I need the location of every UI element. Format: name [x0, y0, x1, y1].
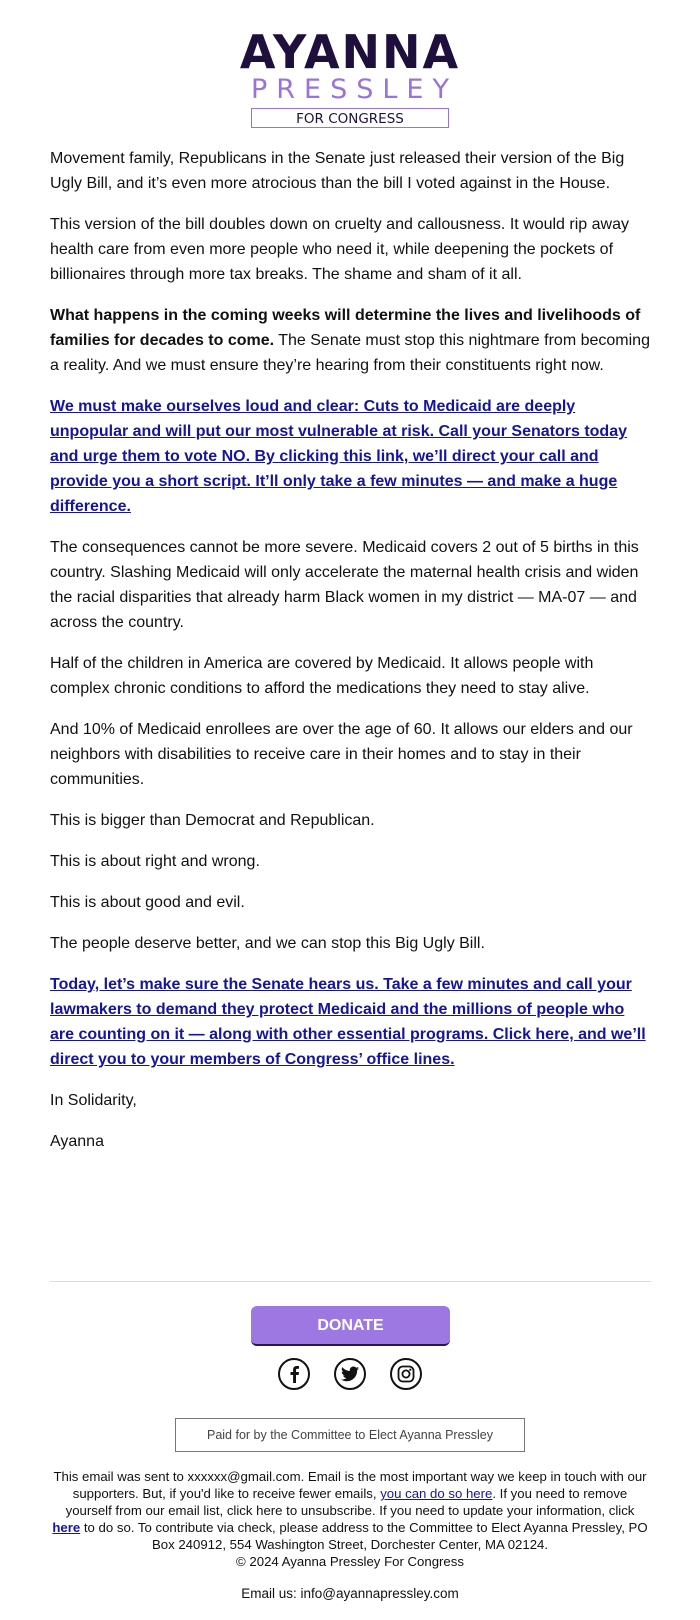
facebook-icon[interactable]	[278, 1358, 310, 1390]
donate-button[interactable]: DONATE	[251, 1306, 450, 1346]
paragraph	[50, 303, 650, 378]
call-senators-link[interactable]: We must make ourselves loud and clear: Cuts to Medicaid are deeply unpopular and will put our most vulnerable at risk. Call your Senators today and urge them to vote NO. By clicking this link, we’ll direct your call and provide you a short script. It’ll only take a few minutes — and make a huge difference.	[50, 398, 627, 515]
paid-for-disclaimer: Paid for by the Committee to Elect Ayanna Pressley	[175, 1418, 525, 1452]
campaign-logo	[0, 25, 700, 128]
paragraph: Movement family, Republicans in the Senate just released their version of the Big Ugly Bill, and it’s even more atrocious than the bill I voted against in the House.	[50, 150, 625, 192]
footer-part: . If you need to remove yourself from our email list, click here to unsubscribe. If you need to update your information, click	[65, 1486, 635, 1518]
copyright: © 2024 Ayanna Pressley For Congress	[236, 1554, 464, 1569]
footer-part: to do so. To contribute via check, please address to the Committee to Elect Ayanna Pressley, PO Box 240912, 554 Washington Street, Dorchester Center, MA 02124.	[80, 1520, 648, 1552]
footer-part: This email was sent to xxxxxx@gmail.com. Email is the most important way we keep in touch with our supporters. But, if you'd like to receive fewer emails,	[53, 1469, 647, 1501]
paragraph-rest: The Senate must stop this nightmare from becoming a reality. And we must ensure they’re hearing from their constituents right now.	[50, 332, 650, 374]
footer-text	[50, 1468, 650, 1570]
paragraph: This is about right and wrong.	[50, 853, 260, 870]
paragraph: This is about good and evil.	[50, 894, 245, 911]
email-us: Email us: info@ayannapressley.com	[241, 1586, 459, 1601]
signoff: In Solidarity,	[50, 1092, 137, 1109]
divider	[50, 1281, 651, 1282]
paragraph: This version of the bill doubles down on cruelty and callousness. It would rip away health care from even more people who need it, while deepening the pockets of billionaires through more tax breaks. The shame and sham of it all.	[50, 216, 629, 283]
signature: Ayanna	[50, 1133, 104, 1150]
fewer-emails-link[interactable]: you can do so here	[380, 1486, 493, 1501]
paragraph: The people deserve better, and we can stop this Big Ugly Bill.	[50, 935, 485, 952]
logo-tagline: FOR CONGRESS	[251, 108, 449, 128]
logo-surname: PRESSLEY	[251, 74, 458, 105]
bold-statement: What happens in the coming weeks will determine the lives and livelihoods of families for decades to come.	[50, 307, 641, 349]
paragraph	[50, 972, 650, 1072]
twitter-icon[interactable]	[334, 1358, 366, 1390]
paragraph: This is bigger than Democrat and Republican.	[50, 812, 375, 829]
email-body	[50, 146, 650, 1170]
instagram-icon[interactable]	[390, 1358, 422, 1390]
paragraph	[50, 394, 650, 519]
social-links	[0, 1358, 700, 1390]
paragraph: Half of the children in America are covered by Medicaid. It allows people with complex chronic conditions to afford the medications they need to stay alive.	[50, 655, 594, 697]
call-lawmakers-link[interactable]: Today, let’s make sure the Senate hears us. Take a few minutes and call your lawmakers to demand they protect Medicaid and the millions of people who are counting on it — along with other essential programs. Click here, and we’ll direct you to your members of Congress’ office lines.	[50, 976, 646, 1068]
paragraph: And 10% of Medicaid enrollees are over the age of 60. It allows our elders and our neighbors with disabilities to receive care in their homes and to stay in their communities.	[50, 721, 633, 788]
logo-name: AYANNA	[239, 25, 461, 79]
update-info-link[interactable]: here	[52, 1520, 81, 1535]
paragraph: The consequences cannot be more severe. Medicaid covers 2 out of 5 births in this country. Slashing Medicaid will only accelerate the maternal health crisis and widen the racial disparities that already harm Black women in my district — MA-07 — and across the country.	[50, 539, 639, 631]
